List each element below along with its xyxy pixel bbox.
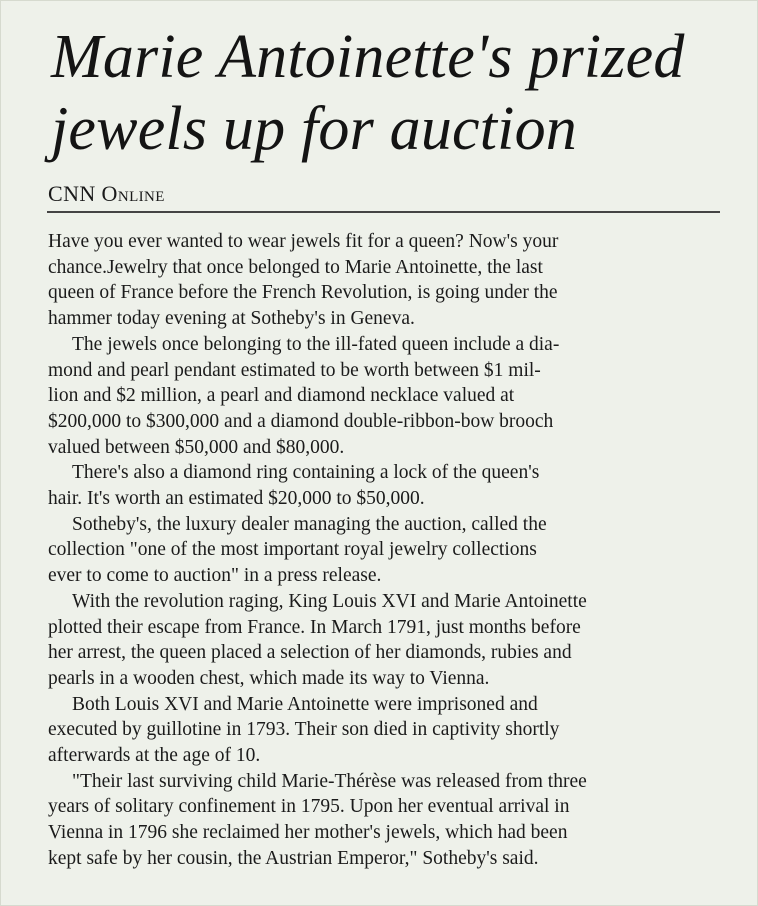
text-line: afterwards at the age of 10. — [48, 745, 261, 767]
text-line: lion and $2 million, a pearl and diamond necklace valued at — [48, 385, 515, 407]
text-line: collection "one of the most important royal jewelry collections — [48, 539, 537, 561]
text-line: queen of France before the French Revolution, is going under the — [48, 282, 558, 304]
byline: CNN Online — [48, 181, 165, 206]
byline-divider — [47, 211, 720, 213]
text-line: valued between $50,000 and $80,000. — [48, 436, 345, 458]
text-line: Vienna in 1796 she reclaimed her mother's jewels, which had been — [48, 822, 568, 844]
paragraph-intro — [48, 229, 723, 332]
text-line: plotted their escape from France. In March 1791, just months before — [48, 616, 581, 638]
text-line: pearls in a wooden chest, which made its way to Vienna. — [48, 667, 490, 689]
article-body — [48, 229, 723, 872]
text-line: There's also a diamond ring containing a lock of the queen's — [72, 462, 540, 484]
text-line: kept safe by her cousin, the Austrian Emperor," Sotheby's said. — [48, 847, 539, 869]
text-line: years of solitary confinement in 1795. Upon her eventual arrival in — [48, 796, 570, 818]
paragraph-ring — [48, 460, 723, 511]
text-line: ever to come to auction" in a press release. — [48, 565, 382, 587]
headline — [51, 21, 741, 165]
text-line: The jewels once belonging to the ill-fated queen include a dia- — [72, 333, 560, 355]
text-line: mond and pearl pendant estimated to be worth between $1 mil- — [48, 359, 541, 381]
text-line: chance.Jewelry that once belonged to Marie Antoinette, the last — [48, 256, 543, 278]
headline-line: Marie Antoinette's prized — [51, 23, 685, 91]
text-line: Have you ever wanted to wear jewels fit for a queen? Now's your — [48, 231, 559, 252]
paragraph-execution — [48, 692, 723, 769]
paragraph-jewels — [48, 332, 723, 461]
headline-line: jewels up for auction — [51, 95, 577, 163]
text-line: With the revolution raging, King Louis XVI and Marie Antoinette — [72, 590, 587, 612]
text-line: her arrest, the queen placed a selection of her diamonds, rubies and — [48, 642, 572, 664]
text-line: Sotheby's, the luxury dealer managing the auction, called the — [72, 513, 547, 535]
text-line: "Their last surviving child Marie-Thérèse was released from three — [72, 770, 587, 792]
text-line: $200,000 to $300,000 and a diamond double-ribbon-bow brooch — [48, 410, 554, 432]
text-line: executed by guillotine in 1793. Their son died in captivity shortly — [48, 719, 560, 741]
text-line: hair. It's worth an estimated $20,000 to $50,000. — [48, 488, 425, 510]
text-line: hammer today evening at Sotheby's in Geneva. — [48, 308, 415, 330]
paragraph-quote — [48, 769, 723, 872]
text-line: Both Louis XVI and Marie Antoinette were imprisoned and — [72, 693, 538, 715]
paragraph-sothebys — [48, 512, 723, 589]
paragraph-escape — [48, 589, 723, 692]
